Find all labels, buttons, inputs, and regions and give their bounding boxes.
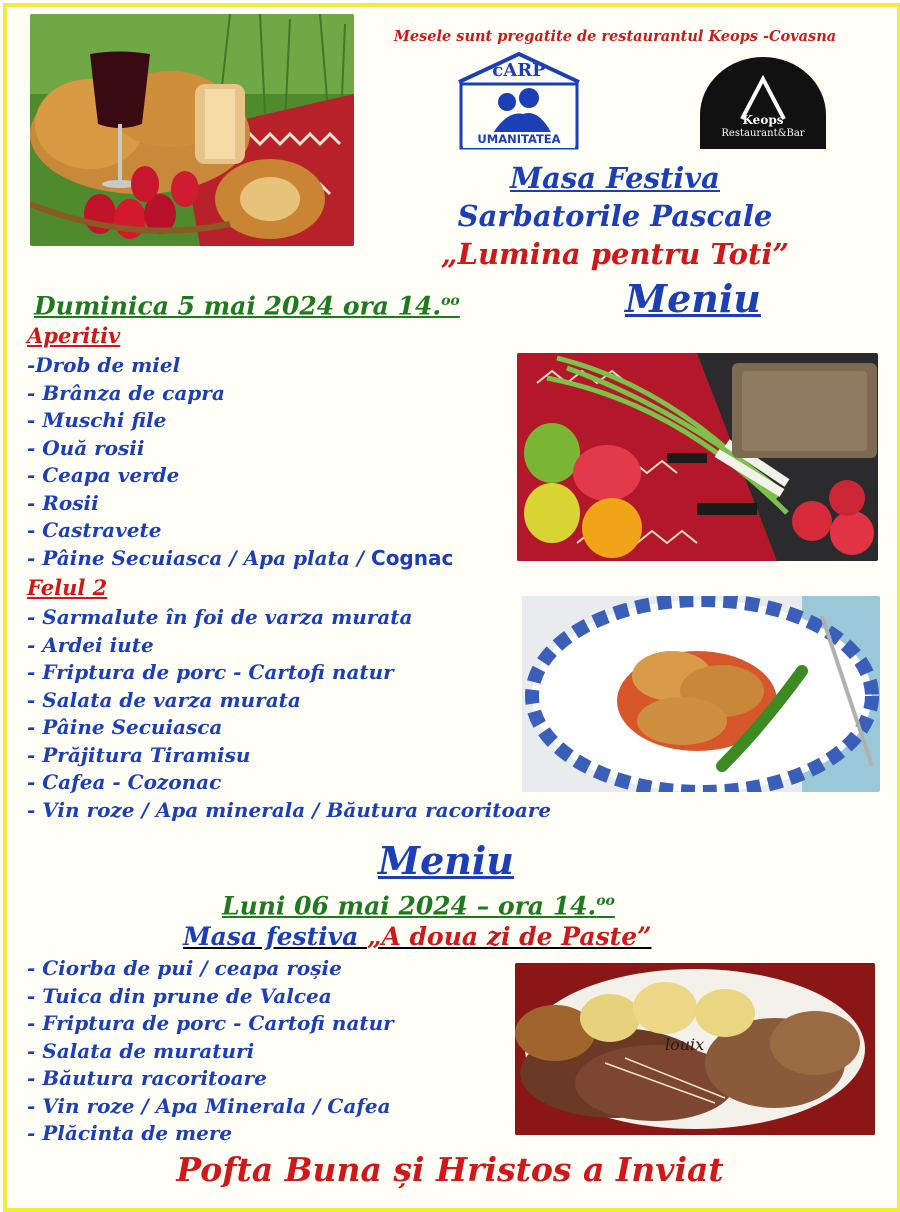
list-item: - Muschi file [27, 408, 167, 432]
list-item: - Friptura de porc - Cartofi natur [27, 1011, 394, 1035]
title-line-2: Sarbatorile Pascale [457, 199, 773, 233]
keops-logo [700, 57, 826, 149]
day2-subtitle [183, 920, 652, 954]
list-item: - Brânza de capra [27, 380, 225, 405]
list-item: - Castravete [27, 518, 162, 542]
list-item: - Ceapa verde [27, 463, 180, 487]
list-item: - Friptura de porc - Cartofi natur [27, 660, 394, 684]
list-item: - Ardei iute [27, 632, 154, 657]
photo-watermark: louix [665, 1035, 705, 1054]
list-item: - Ouă rosii [27, 435, 145, 460]
day2-list [27, 955, 394, 1148]
easter-basket-photo [30, 14, 354, 246]
list-item: - Rosii [27, 490, 99, 515]
list-item: - Prăjitura Tiramisu [27, 742, 251, 767]
list-item: - Plăcinta de mere [27, 1121, 233, 1145]
list-item: - Vin roze / Apa minerala / Băutura racoritoare [27, 797, 552, 822]
day1-date [34, 284, 460, 323]
list-item: - Sarmalute în foi de varza murata [27, 605, 413, 629]
day1-date-text: Duminica 5 mai 2024 ora 14. [34, 291, 442, 321]
day2-date [222, 884, 615, 923]
aperitiv-list [27, 352, 453, 572]
carp-logo-top-text: cARP [492, 60, 546, 81]
title-line-1: Masa Festiva [510, 161, 720, 195]
day1-menu-label: Meniu [625, 276, 761, 321]
list-item: - Băutura racoritoare [27, 1066, 267, 1090]
list-item: -Drob de miel [27, 353, 181, 377]
list-item-text: - Pâine Secuiasca / Apa plata / [27, 545, 372, 570]
list-item: - Pâine Secuiasca [27, 715, 223, 739]
list-item: - Vin roze / Apa Minerala / Cafea [27, 1093, 391, 1118]
carp-umanitatea-logo [455, 52, 583, 150]
sarmale-photo [522, 596, 880, 792]
list-item: - Salata de muraturi [27, 1038, 255, 1063]
keops-logo-sub: Restaurant&Bar [721, 128, 805, 139]
day2-time-sup: oo [596, 893, 615, 909]
list-item: - Cafea - Cozonac [27, 770, 222, 794]
cognac-text: Cognac [371, 545, 454, 570]
day1-time-sup: oo [441, 293, 460, 309]
carp-logo-bottom-text: UMANITATEA [477, 132, 561, 146]
day2-subtitle-name: „A doua zi de Paste” [367, 922, 652, 951]
list-item [27, 545, 453, 573]
list-item: - Salata de varza murata [27, 687, 301, 712]
day2-subtitle-prefix: Masa festiva [183, 922, 368, 951]
felul2-title: Felul 2 [27, 575, 108, 600]
day2-date-text: Luni 06 mai 2024 – ora 14. [222, 891, 597, 921]
aperitiv-title: Aperitiv [27, 323, 121, 348]
aperitiv-photo [517, 353, 878, 561]
list-item: - Ciorba de pui / ceapa roșie [27, 956, 342, 980]
felul2-list [27, 604, 551, 824]
day2-menu-label: Meniu [378, 838, 514, 883]
list-item: - Tuica din prune de Valcea [27, 983, 332, 1008]
roast-pork-photo [515, 963, 875, 1135]
keops-logo-name: Keops [742, 113, 784, 127]
footer-greeting: Pofta Buna și Hristos a Inviat [176, 1150, 724, 1189]
title-line-3: „Lumina pentru Toti” [440, 237, 790, 271]
prepared-by-text: Mesele sunt pregatite de restaurantul Keops -Covasna [393, 28, 837, 45]
